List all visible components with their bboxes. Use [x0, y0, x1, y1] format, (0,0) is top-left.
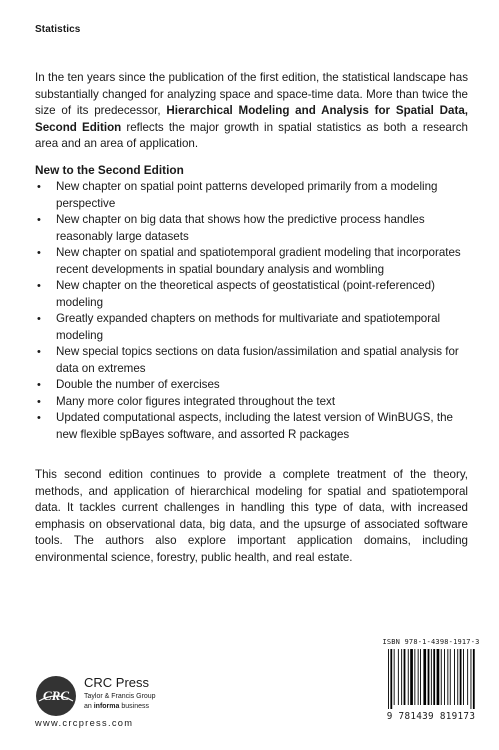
bullet-icon: •	[37, 181, 41, 193]
bullet-icon: •	[37, 412, 41, 424]
feature-item	[35, 344, 475, 377]
features-heading: New to the Second Edition	[35, 163, 184, 177]
book-title: Hierarchical Modeling and Analysis for Spatial Data, Second Edition	[35, 104, 468, 134]
tagline-post: business	[119, 703, 149, 710]
publisher-tagline	[84, 702, 149, 711]
intro-text-before: In the ten years since the publication of the first edition, the statistical landscape has substantially changed for analyzing space and space-time data. More than twice the size of its predecessor,	[35, 71, 468, 118]
barcode-bar	[471, 649, 472, 709]
barcode-bar	[444, 649, 445, 705]
barcode-bar	[433, 649, 435, 705]
feature-item	[35, 245, 475, 278]
bullet-icon: •	[37, 395, 41, 408]
barcode-bar	[390, 649, 392, 709]
bullet-icon: •	[37, 346, 41, 358]
feature-text: New chapter on the theoretical aspects of geostatistical (point-referenced) modeling	[56, 279, 435, 309]
barcode-bar	[454, 649, 455, 705]
feature-text: Greatly expanded chapters on methods for multivariate and spatiotemporal modeling	[56, 312, 441, 342]
barcode-bar	[460, 649, 462, 705]
logo-text: CRC	[42, 688, 70, 703]
intro-text-after: reflects the major growth in spatial statistics as both a research area and an area of application.	[35, 120, 468, 151]
publisher-website: www.crcpress.com	[35, 718, 134, 728]
feature-text: New chapter on spatial point patterns developed primarily from a modeling perspective	[56, 180, 438, 210]
crc-press-logo-icon	[35, 675, 77, 717]
bullet-icon: •	[37, 313, 41, 325]
bullet-icon: •	[37, 247, 41, 259]
feature-item	[35, 394, 475, 411]
barcode-bar	[418, 649, 419, 705]
isbn-label: ISBN 978-1-4398-1917-3	[382, 638, 480, 646]
category-label: Statistics	[35, 24, 81, 35]
barcode-bar	[388, 649, 389, 709]
barcode-bar	[394, 649, 395, 705]
barcode-bar	[467, 649, 468, 705]
barcode-digits: 9 781439 819173	[386, 711, 476, 722]
barcode-bar	[414, 649, 415, 705]
barcode-bar	[431, 649, 432, 705]
barcode-bar	[398, 649, 399, 705]
barcode-bar	[450, 649, 451, 705]
barcode-icon	[386, 649, 476, 709]
barcode-bar	[463, 649, 464, 705]
feature-text: New chapter on big data that shows how the predictive process handles reasonably large datasets	[56, 213, 425, 243]
feature-item	[35, 179, 475, 212]
barcode-bar	[457, 649, 458, 705]
closing-paragraph: This second edition continues to provide a complete treatment of the theory, methods, and application of hierarchical modeling for spatial and spatiotemporal data. It tackles current challenges in handling this type of data, with increased emphasis on observational data, big data, and the upsurge of associated software tools. The authors also explore important application domains, including environmental science, forestry, public health, and real estate.	[35, 468, 468, 564]
barcode-bar	[404, 649, 406, 705]
feature-text: Updated computational aspects, including the latest version of WinBUGS, the new flexible spBayes software, and assorted R packages	[56, 411, 453, 441]
feature-item	[35, 311, 475, 344]
bullet-icon: •	[37, 379, 41, 391]
feature-text: New chapter on spatial and spatiotemporal gradient modeling that incorporates recent developments in spatial boundary analysis and wombling	[56, 246, 461, 276]
features-list	[35, 179, 475, 443]
tagline-brand: informa	[93, 703, 120, 710]
barcode-bar	[437, 649, 440, 705]
barcode-bar	[423, 649, 426, 705]
tagline-pre: an	[84, 703, 94, 710]
barcode-bar	[441, 649, 442, 705]
bullet-icon: •	[37, 280, 41, 292]
intro-paragraph	[35, 70, 468, 153]
isbn-barcode-block	[382, 638, 480, 728]
barcode-bar	[420, 649, 421, 705]
publisher-group: Taylor & Francis Group	[84, 693, 156, 700]
barcode-bar	[428, 649, 430, 705]
feature-text: New special topics sections on data fusion/assimilation and spatial analysis for data on extremes	[56, 345, 459, 375]
barcode-bar	[408, 649, 409, 705]
barcode-bar	[447, 649, 448, 705]
bullet-icon: •	[37, 214, 41, 226]
feature-text: Many more color figures integrated throughout the text	[56, 394, 336, 408]
feature-item	[35, 377, 475, 394]
barcode-bar	[473, 649, 475, 709]
publisher-name: CRC Press	[84, 675, 150, 690]
feature-item	[35, 278, 475, 311]
feature-text: Double the number of exercises	[56, 378, 220, 391]
feature-item	[35, 410, 475, 443]
barcode-bar	[410, 649, 413, 705]
feature-item	[35, 212, 475, 245]
barcode-bar	[401, 649, 402, 705]
